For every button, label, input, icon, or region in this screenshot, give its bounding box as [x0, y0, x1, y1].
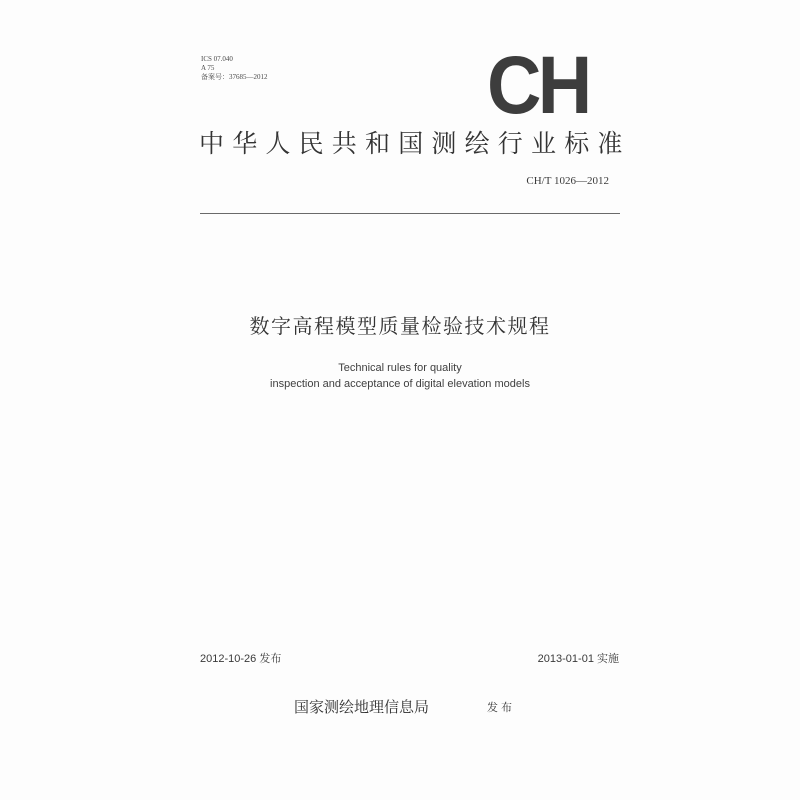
class-code: A 75	[201, 64, 215, 72]
standard-type-title: 中华人民共和国测绘行业标准	[199, 129, 631, 158]
english-title-line-2: inspection and acceptance of digital elevation models	[270, 378, 530, 390]
classification-block	[201, 55, 268, 82]
publisher-name: 国家测绘地理信息局	[294, 698, 430, 716]
filing-number: 备案号：37685—2012	[201, 73, 268, 81]
english-title	[0, 360, 800, 392]
english-title-line-1: Technical rules for quality	[338, 362, 462, 374]
implementation-date: 2013-01-01 实施	[537, 653, 619, 665]
ch-logo: CH	[487, 40, 589, 131]
document-title: 数字高程模型质量检验技术规程	[249, 314, 551, 338]
issue-date: 2012-10-26 发布	[200, 653, 282, 665]
standard-number: CH/T 1026—2012	[526, 175, 609, 187]
header-divider	[200, 213, 620, 214]
publisher-action: 发布	[487, 701, 515, 714]
ics-code: ICS 07.040	[201, 55, 233, 63]
